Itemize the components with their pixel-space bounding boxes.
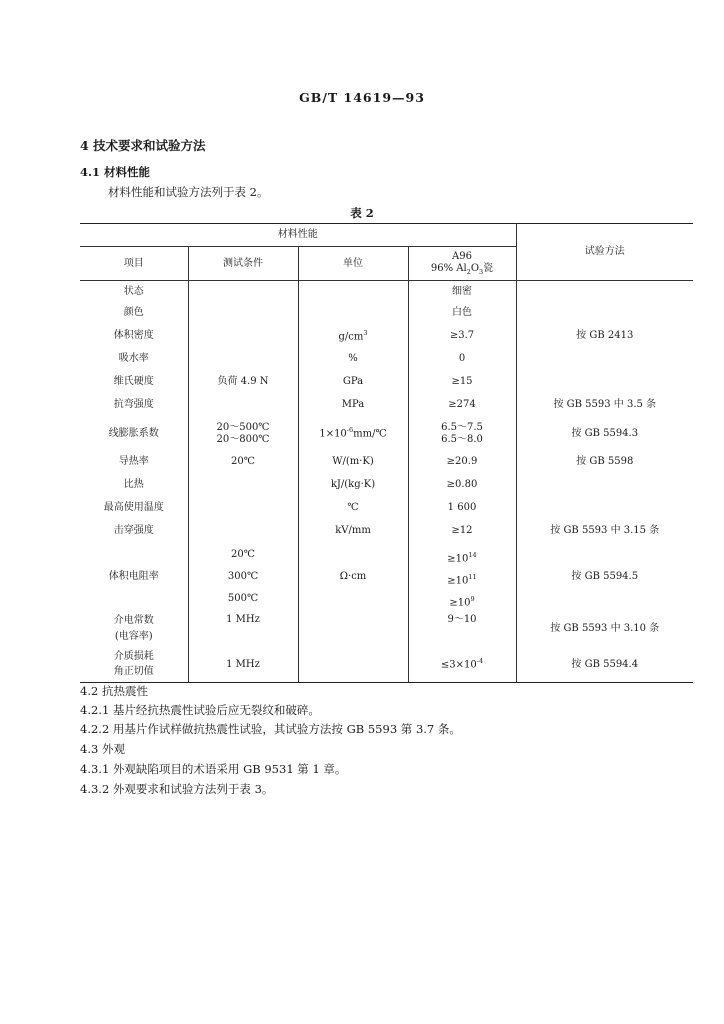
section-4-title: 4 技术要求和试验方法: [80, 138, 206, 153]
row-method: 按 GB 5593 中 3.10 条: [550, 622, 660, 634]
row-unit: W/(m·K): [298, 451, 408, 474]
header-a96-composition: 96% $Al_2O_3$瓷: [430, 262, 494, 276]
section-4-1-title: 4.1 材料性能: [80, 165, 151, 179]
table-row: [80, 394, 693, 417]
row-value: ≥274: [408, 394, 516, 417]
header-a96-grade: A96: [452, 251, 472, 263]
row-condition: 20～500℃ 20～800℃: [188, 417, 298, 451]
row-method: 按 GB 5593 中 3.15 条: [550, 525, 660, 537]
table-2-caption: 表 2: [350, 206, 374, 220]
row-unit: ℃: [298, 497, 408, 520]
row-item-label: 导热率: [80, 451, 188, 474]
header-test-condition: 测试条件: [188, 247, 298, 281]
row-item-label: 击穿强度: [80, 520, 188, 543]
row-value: 白色: [408, 302, 516, 325]
row-unit: GPa: [298, 371, 408, 394]
table-row: [80, 371, 693, 394]
row-method: 按 GB 2413: [576, 330, 634, 342]
row-condition: 1 MHz: [188, 647, 298, 683]
header-test-method: 试验方法: [516, 224, 693, 281]
standard-code-header: GB/T 14619—93: [299, 90, 425, 105]
row-item-label: 抗弯强度: [80, 394, 188, 417]
row-value: 0: [408, 348, 516, 371]
row-value: ≥12: [408, 520, 516, 543]
row-item-label: 状态: [80, 281, 188, 302]
table-row: [80, 611, 693, 647]
row-item-label: 体积电阻率: [80, 543, 188, 611]
row-method: 按 GB 5594.3: [571, 427, 639, 439]
row-unit: Ω·cm: [298, 543, 408, 611]
header-unit: 单位: [298, 247, 408, 281]
row-condition: 1 MHz: [188, 611, 298, 647]
section-4-1-text: 材料性能和试验方法列于表 2。: [108, 185, 269, 199]
row-item-label: 线膨胀系数: [80, 417, 188, 451]
group-header-material-properties: 材料性能: [80, 224, 516, 247]
table-row: [80, 520, 693, 543]
row-unit: MPa: [298, 394, 408, 417]
table-row: [80, 474, 693, 497]
row-value: ≥20.9: [408, 451, 516, 474]
row-value: $\le 3\times 10^{-4}$: [408, 647, 516, 683]
row-item-label: 体积密度: [80, 325, 188, 348]
row-item-label: 吸水率: [80, 348, 188, 371]
table-row: [80, 348, 693, 371]
row-unit: $g/cm^3$: [298, 325, 408, 348]
row-unit: kV/mm: [298, 520, 408, 543]
row-condition: 负荷 4.9 N: [188, 371, 298, 394]
row-value: 9～10: [408, 611, 516, 647]
row-value: 细密: [408, 281, 516, 302]
section-4-2-1: 4.2.1 基片经抗热震性试验后应无裂纹和破碎。: [80, 703, 320, 717]
row-value: ≥3.7: [408, 325, 516, 348]
table-row: [80, 302, 693, 325]
row-item-label: 介电常数 (电容率): [80, 611, 188, 647]
row-item-label: 最高使用温度: [80, 497, 188, 520]
section-4-2-2: 4.2.2 用基片作试样做抗热震性试验，其试验方法按 GB 5593 第 3.7 条。: [80, 722, 461, 736]
material-properties-table: [80, 223, 693, 683]
row-value: ≥15: [408, 371, 516, 394]
section-4-3-title: 4.3 外观: [80, 742, 125, 756]
row-item-label: 颜色: [80, 302, 188, 325]
row-value: 6.5～7.5 6.5～8.0: [408, 417, 516, 451]
row-item-label: 维氏硬度: [80, 371, 188, 394]
section-4-3-2: 4.3.2 外观要求和试验方法列于表 3。: [80, 782, 274, 796]
row-item-label: 介质损耗 角正切值: [80, 647, 188, 683]
header-item: 项目: [80, 247, 188, 281]
section-4-2-title: 4.2 抗热震性: [80, 684, 148, 698]
row-value: ≥0.80: [408, 474, 516, 497]
table-row: [80, 497, 693, 520]
row-condition: 20℃ 300℃ 500℃: [188, 543, 298, 611]
row-method: 按 GB 5594.4: [516, 647, 693, 683]
table-row: [80, 543, 693, 611]
table-row: [80, 281, 693, 302]
row-value: $\ge 10^{14}$ $\ge 10^{11}$ $\ge 10^9$: [408, 543, 516, 611]
row-item-label: 比热: [80, 474, 188, 497]
table-row: [80, 451, 693, 474]
row-condition: 20℃: [188, 451, 298, 474]
section-4-3-1: 4.3.1 外观缺陷项目的术语采用 GB 9531 第 1 章。: [80, 762, 347, 776]
header-a96: [408, 247, 516, 281]
row-unit: %: [298, 348, 408, 371]
row-method: 按 GB 5593 中 3.5 条: [553, 399, 657, 411]
table-row: [80, 325, 693, 348]
row-method: 按 GB 5594.5: [571, 570, 639, 582]
table-row: [80, 647, 693, 683]
table-row: [80, 417, 693, 451]
row-method: 按 GB 5598: [576, 456, 634, 468]
row-unit: $1\times 10^{-6}mm/℃$: [298, 417, 408, 451]
row-value: 1 600: [408, 497, 516, 520]
row-unit: kJ/(kg·K): [298, 474, 408, 497]
